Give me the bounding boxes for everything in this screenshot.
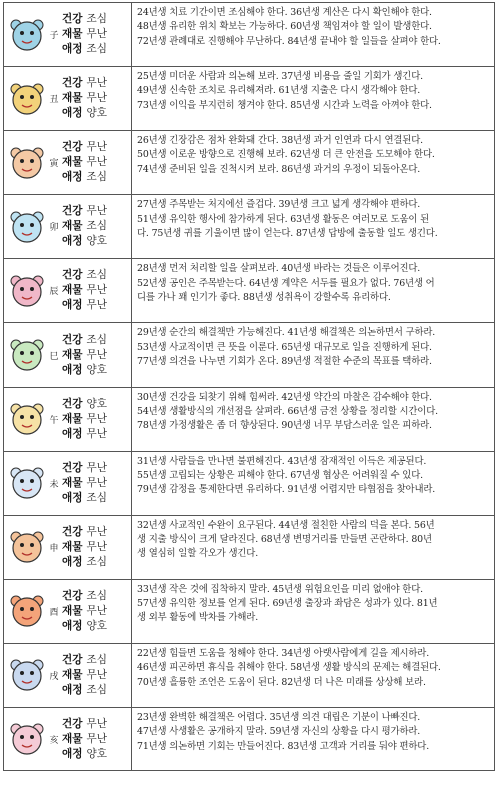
ox-icon — [7, 79, 47, 119]
fortune-text-cell — [131, 67, 495, 130]
zodiac-sign-cell — [3, 388, 131, 451]
tiger-icon — [7, 143, 47, 183]
rating-category: 애정 — [62, 747, 83, 760]
fortune-text-line: 55년생 고립되는 상황은 피해야 한다. 67년생 협상은 어려워질 수 있다. — [137, 469, 423, 481]
snake-icon — [7, 335, 47, 375]
zodiac-hanja: 寅 — [49, 159, 59, 170]
rating-value: 양호 — [86, 619, 107, 632]
pig-icon — [7, 719, 47, 759]
fortune-text-cell — [131, 323, 495, 386]
rating-line — [62, 204, 107, 219]
rating-category: 애정 — [62, 235, 83, 248]
rating-value: 무난 — [86, 604, 107, 617]
zodiac-row — [3, 515, 495, 579]
rating-value: 조심 — [86, 555, 107, 568]
rating-category: 건강 — [62, 333, 83, 346]
zodiac-sign-cell — [3, 708, 131, 770]
rating-line — [62, 589, 107, 604]
rating-line — [62, 170, 107, 185]
fortune-ratings — [62, 525, 107, 570]
zodiac-sign-cell — [3, 131, 131, 194]
rating-value: 조심 — [86, 220, 107, 233]
fortune-text-line: 52년생 공인은 주목받는다. 64년생 계약은 서두를 필요가 없다. 76년생 어 — [137, 277, 435, 289]
fortune-ratings — [62, 333, 107, 378]
rating-value: 조심 — [86, 589, 107, 602]
dragon-icon — [7, 271, 47, 311]
rating-value: 조심 — [86, 653, 107, 666]
rating-line — [62, 348, 107, 363]
fortune-text-line: 30년생 건강을 되찾기 위해 힘써라. 42년생 약간의 마찰은 감수해야 한다. — [137, 391, 432, 403]
fortune-text-cell — [131, 131, 495, 194]
rating-value: 무난 — [86, 156, 107, 169]
rating-line — [62, 461, 107, 476]
rating-category: 재물 — [62, 476, 83, 489]
fortune-text-cell — [131, 259, 495, 322]
rating-line — [62, 653, 107, 668]
rating-line — [62, 234, 107, 249]
rating-line — [62, 333, 107, 348]
rating-value: 무난 — [86, 348, 107, 361]
fortune-ratings — [62, 140, 107, 185]
zodiac-hanja: 亥 — [49, 735, 59, 746]
rating-value: 조심 — [86, 13, 107, 26]
fortune-ratings — [62, 589, 107, 634]
rating-line — [62, 91, 107, 106]
rating-line — [62, 683, 107, 698]
rating-category: 건강 — [62, 525, 83, 538]
rating-line — [62, 619, 107, 634]
rating-line — [62, 525, 107, 540]
rating-line — [62, 76, 107, 91]
rabbit-icon — [7, 207, 47, 247]
rating-category: 재물 — [62, 732, 83, 745]
rating-value: 무난 — [86, 732, 107, 745]
fortune-text-line: 25년생 미더운 사람과 의논해 보라. 37년생 비용을 줄일 기회가 생긴다. — [137, 71, 423, 83]
rating-category: 애정 — [62, 555, 83, 568]
zodiac-row — [3, 387, 495, 451]
fortune-text-line: 72년생 관례대로 진행해야 무난하다. 84년생 끝내야 할 일들을 살펴야 한다. — [137, 35, 441, 47]
zodiac-sign-cell — [3, 323, 131, 386]
rating-category: 애정 — [62, 619, 83, 632]
rating-value: 무난 — [86, 427, 107, 440]
fortune-ratings — [62, 76, 107, 121]
rating-category: 건강 — [62, 461, 83, 474]
zodiac-row — [3, 579, 495, 643]
fortune-text-line: 50년생 이로운 방향으로 진행해 보라. 62년생 더 큰 안전을 도모해야 한다. — [137, 149, 435, 161]
fortune-text-line: 생 열심히 일할 각오가 생긴다. — [137, 548, 259, 560]
fortune-text-line: 26년생 긴장감은 점차 완화돼 간다. 38년생 과거 인연과 다시 연결된다. — [137, 135, 423, 147]
rat-icon — [7, 15, 47, 55]
rating-category: 애정 — [62, 107, 83, 120]
rating-category: 재물 — [62, 412, 83, 425]
rating-value: 무난 — [86, 412, 107, 425]
rating-value: 무난 — [86, 525, 107, 538]
horoscope-rows — [3, 2, 495, 771]
zodiac-row — [3, 194, 495, 258]
fortune-text-line: 다. 75년생 귀를 기울이면 많이 얻는다. 87년생 답방에 출동할 일도 생긴다. — [137, 227, 438, 239]
rating-category: 재물 — [62, 156, 83, 169]
fortune-text-cell — [131, 708, 495, 770]
fortune-text-line: 54년생 생활방식의 개선점을 살펴라. 66년생 금전 상황을 정리할 시간이다. — [137, 405, 438, 417]
rating-value: 조심 — [86, 269, 107, 282]
fortune-text-line: 생 지출 방식이 크게 달라진다. 68년생 변명거리를 만들면 곤란하다. 80년 — [137, 534, 432, 546]
fortune-text-line: 70년생 흘륭한 조언은 도움이 된다. 82년생 더 나은 미래를 상상해 보라. — [137, 676, 426, 688]
rating-line — [62, 268, 107, 283]
fortune-text-line: 33년생 작은 것에 집착하지 말라. 45년생 위험요인을 미리 없애야 한다. — [137, 583, 423, 595]
zodiac-sign-cell — [3, 67, 131, 130]
rating-line — [62, 363, 107, 378]
rating-value: 무난 — [86, 717, 107, 730]
rating-category: 애정 — [62, 427, 83, 440]
fortune-text-line: 32년생 사교적인 수완이 요구된다. 44년생 절친한 사람의 덕을 본다. 56년 — [137, 519, 435, 531]
fortune-text-line: 57년생 유익한 정보를 얻게 된다. 69년생 출장과 좌담은 성과가 있다. 81년 — [137, 598, 438, 610]
zodiac-row — [3, 66, 495, 130]
zodiac-row — [3, 643, 495, 707]
fortune-text-cell — [131, 644, 495, 707]
zodiac-row — [3, 2, 495, 66]
zodiac-row — [3, 258, 495, 322]
rating-category: 재물 — [62, 668, 83, 681]
rating-line — [62, 42, 107, 57]
rating-value: 양호 — [86, 363, 107, 376]
rating-value: 무난 — [86, 461, 107, 474]
fortune-text-line: 73년생 이익을 부지런히 챙겨야 한다. 85년생 시간과 노력을 아껴야 한다. — [137, 99, 432, 111]
fortune-text-line: 77년생 의견을 나누면 기회가 온다. 89년생 적절한 수준의 목표를 택하라. — [137, 356, 432, 368]
fortune-text-cell — [131, 580, 495, 643]
rating-value: 무난 — [86, 284, 107, 297]
rating-category: 애정 — [62, 491, 83, 504]
rating-category: 재물 — [62, 28, 83, 41]
rating-value: 무난 — [86, 668, 107, 681]
zodiac-row — [3, 451, 495, 515]
rating-value: 무난 — [86, 299, 107, 312]
rating-line — [62, 732, 107, 747]
rating-line — [62, 747, 107, 762]
zodiac-hanja: 午 — [49, 415, 59, 426]
rating-value: 무난 — [86, 540, 107, 553]
rating-category: 건강 — [62, 141, 83, 154]
zodiac-sign-cell — [3, 644, 131, 707]
rating-category: 건강 — [62, 269, 83, 282]
rating-value: 조심 — [86, 683, 107, 696]
rating-value: 양호 — [86, 747, 107, 760]
rating-category: 건강 — [62, 77, 83, 90]
fortune-text-line: 27년생 주목받는 처지에선 즐겁다. 39년생 크고 넓게 생각해야 편하다. — [137, 199, 421, 211]
rating-line — [62, 219, 107, 234]
monkey-icon — [7, 527, 47, 567]
fortune-text-line: 48년생 유리한 위치 확보는 가능하다. 60년생 책임져야 할 일이 발생한다. — [137, 21, 432, 33]
rating-line — [62, 717, 107, 732]
rating-value: 양호 — [86, 397, 107, 410]
fortune-text-line: 79년생 감정을 통제한다면 유리하다. 91년생 어렵지만 타협점을 찾아내라. — [137, 484, 436, 496]
fortune-text-cell — [131, 452, 495, 515]
fortune-ratings — [62, 268, 107, 313]
rating-line — [62, 412, 107, 427]
rating-category: 재물 — [62, 348, 83, 361]
rating-value: 양호 — [86, 107, 107, 120]
zodiac-hanja: 子 — [49, 31, 59, 42]
zodiac-row — [3, 707, 495, 771]
fortune-ratings — [62, 653, 107, 698]
rating-line — [62, 476, 107, 491]
fortune-text-line: 29년생 순간의 해결책만 가능해진다. 41년생 해결책은 의논하면서 구하라. — [137, 327, 436, 339]
rooster-icon — [7, 591, 47, 631]
zodiac-sign-cell — [3, 195, 131, 258]
rating-value: 조심 — [86, 333, 107, 346]
rating-category: 재물 — [62, 284, 83, 297]
zodiac-sign-cell — [3, 259, 131, 322]
zodiac-hanja: 辰 — [49, 287, 59, 298]
fortune-ratings — [62, 397, 107, 442]
fortune-ratings — [62, 12, 107, 57]
rating-line — [62, 397, 107, 412]
rating-category: 건강 — [62, 205, 83, 218]
rating-category: 재물 — [62, 220, 83, 233]
fortune-text-cell — [131, 388, 495, 451]
fortune-text-cell — [131, 3, 495, 66]
rating-category: 애정 — [62, 43, 83, 56]
rating-line — [62, 668, 107, 683]
fortune-text-line: 51년생 유익한 행사에 참가하게 된다. 63년생 활동은 여러모로 도움이 된 — [137, 213, 430, 225]
zodiac-sign-cell — [3, 516, 131, 579]
fortune-text-line: 74년생 준비된 일을 진척시켜 보라. 86년생 과거의 우정이 되돌아온다. — [137, 163, 421, 175]
rating-value: 무난 — [86, 476, 107, 489]
rating-line — [62, 540, 107, 555]
fortune-text-line: 46년생 피곤하면 휴식을 취해야 한다. 58년생 생활 방식의 문제는 해결된다. — [137, 662, 441, 674]
zodiac-hanja: 未 — [49, 479, 59, 490]
fortune-ratings — [62, 461, 107, 506]
zodiac-hanja: 卯 — [49, 223, 59, 234]
rating-category: 재물 — [62, 92, 83, 105]
fortune-text-line: 디를 가나 꽤 인기가 좋다. 88년생 성취욕이 강할수록 유리하다. — [137, 291, 391, 303]
zodiac-hanja: 巳 — [49, 351, 59, 362]
fortune-text-line: 생 외부 활동에 박차를 가해라. — [137, 612, 259, 624]
rating-value: 양호 — [86, 235, 107, 248]
rating-value: 조심 — [86, 491, 107, 504]
fortune-text-line: 47년생 사생활은 공개하지 말라. 59년생 자신의 상황을 다시 평가하라. — [137, 726, 421, 738]
rating-line — [62, 283, 107, 298]
rating-value: 무난 — [86, 28, 107, 41]
rating-category: 애정 — [62, 683, 83, 696]
rating-category: 재물 — [62, 604, 83, 617]
rating-category: 건강 — [62, 717, 83, 730]
rating-value: 무난 — [86, 141, 107, 154]
rating-category: 애정 — [62, 363, 83, 376]
rating-line — [62, 298, 107, 313]
rating-category: 건강 — [62, 653, 83, 666]
fortune-text-line: 23년생 완벽한 해결책은 어렵다. 35년생 의견 대립은 기분이 나빠진다. — [137, 712, 421, 724]
rating-line — [62, 491, 107, 506]
fortune-text-line: 49년생 신속한 조치로 유리해져라. 61년생 지출은 다시 생각해야 한다. — [137, 85, 421, 97]
rating-category: 건강 — [62, 13, 83, 26]
fortune-text-line: 31년생 사람들을 만나면 불편해진다. 43년생 잠재적인 이득은 제공된다. — [137, 455, 427, 467]
zodiac-row — [3, 322, 495, 386]
zodiac-sign-cell — [3, 580, 131, 643]
fortune-text-line: 22년생 힘들면 도움을 청해야 한다. 34년생 아랫사람에게 길을 제시하라. — [137, 647, 430, 659]
rating-category: 건강 — [62, 589, 83, 602]
fortune-text-line: 53년생 사교적이면 큰 뜻을 이룬다. 65년생 대규모로 일을 진행하게 된다. — [137, 341, 432, 353]
rating-category: 재물 — [62, 540, 83, 553]
fortune-ratings — [62, 717, 107, 762]
fortune-text-cell — [131, 195, 495, 258]
fortune-ratings — [62, 204, 107, 249]
rating-line — [62, 140, 107, 155]
fortune-text-cell — [131, 516, 495, 579]
rating-line — [62, 427, 107, 442]
zodiac-hanja: 丑 — [49, 95, 59, 106]
rating-value: 무난 — [86, 205, 107, 218]
rating-line — [62, 555, 107, 570]
rating-line — [62, 12, 107, 27]
rating-category: 애정 — [62, 299, 83, 312]
horse-icon — [7, 399, 47, 439]
rating-category: 애정 — [62, 171, 83, 184]
zodiac-hanja: 申 — [49, 543, 59, 554]
rating-line — [62, 106, 107, 121]
fortune-text-line: 71년생 의논하면 기회는 만들어진다. 83년생 고객과 거리를 둬야 편하다. — [137, 740, 430, 752]
fortune-text-line: 24년생 치료 기간이면 조심해야 한다. 36년생 계산은 다시 확인해야 한다. — [137, 7, 432, 18]
sheep-icon — [7, 463, 47, 503]
fortune-text-line: 78년생 가정생활은 좀 더 향상된다. 90년생 너무 부담스러운 일은 피하라. — [137, 420, 432, 432]
zodiac-sign-cell — [3, 3, 131, 66]
rating-line — [62, 155, 107, 170]
rating-line — [62, 27, 107, 42]
dog-icon — [7, 655, 47, 695]
rating-value: 조심 — [86, 171, 107, 184]
rating-value: 무난 — [86, 77, 107, 90]
rating-value: 조심 — [86, 43, 107, 56]
rating-value: 무난 — [86, 92, 107, 105]
zodiac-row — [3, 130, 495, 194]
rating-category: 건강 — [62, 397, 83, 410]
fortune-text-line: 28년생 먼저 처리할 일을 살펴보라. 40년생 바라는 것들은 이루어진다. — [137, 263, 421, 275]
zodiac-hanja: 酉 — [49, 607, 59, 618]
zodiac-hanja: 戌 — [49, 671, 59, 682]
rating-line — [62, 604, 107, 619]
zodiac-sign-cell — [3, 452, 131, 515]
